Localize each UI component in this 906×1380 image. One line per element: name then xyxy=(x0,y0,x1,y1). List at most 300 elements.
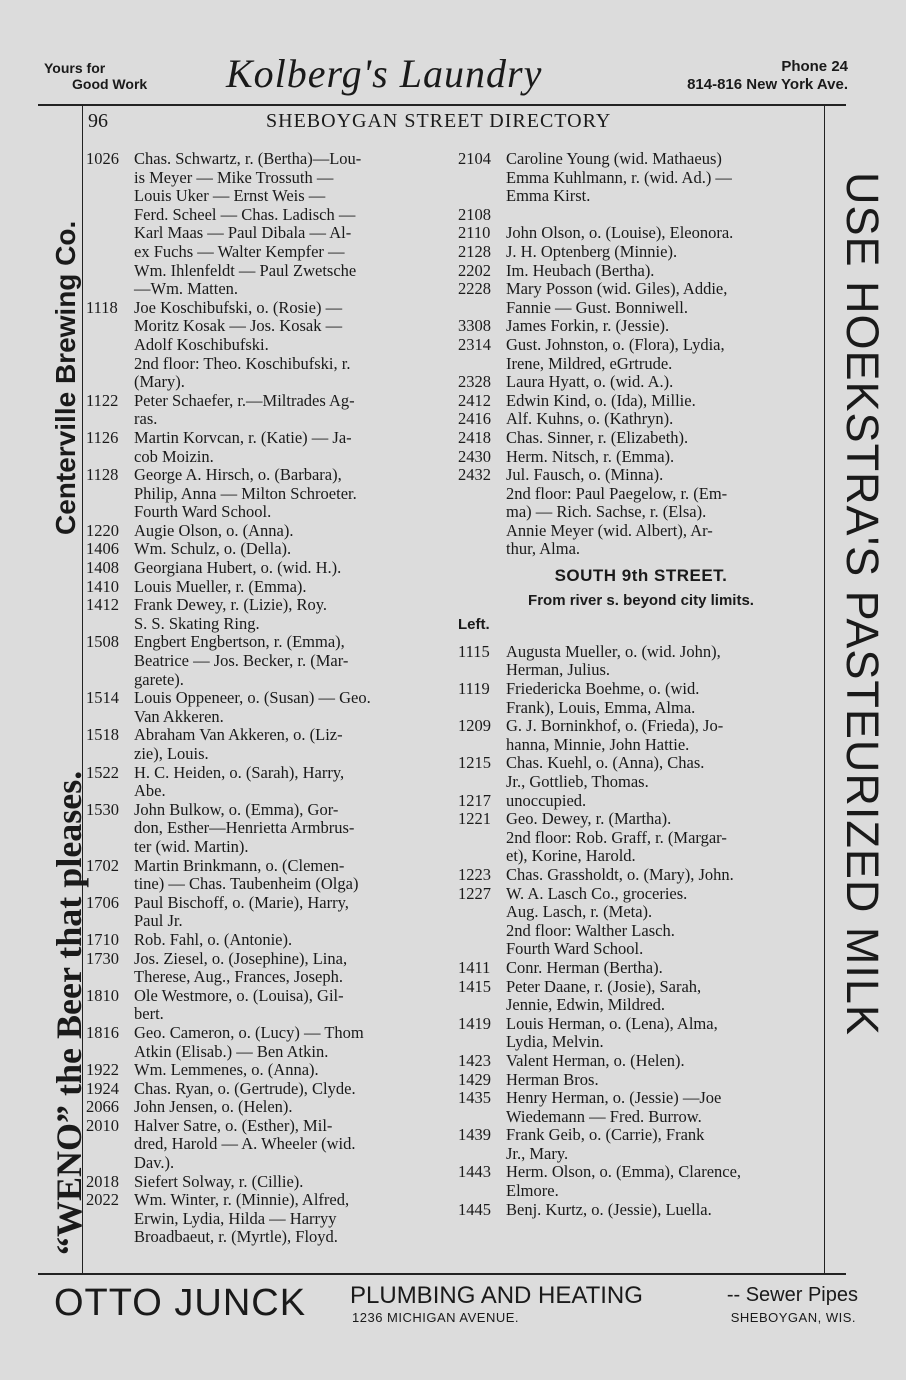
resident-text: Augusta Mueller, o. (wid. John), xyxy=(506,641,721,661)
resident-text: Emma Kirst. xyxy=(506,186,591,206)
directory-entry-line xyxy=(458,810,824,829)
resident-text: zie), Louis. xyxy=(134,744,209,763)
house-number: 1514 xyxy=(86,688,119,708)
directory-entry-line xyxy=(86,652,452,671)
resident-text: ex Fuchs — Walter Kempfer — xyxy=(134,241,345,261)
resident-text: 2nd floor: Theo. Koschibufski, r. xyxy=(134,353,351,373)
directory-entry-line xyxy=(458,262,824,281)
plumber-city: SHEBOYGAN, WIS. xyxy=(730,1310,856,1325)
resident-text: Philip, Anna — Milton Schroeter. xyxy=(134,483,357,503)
directory-entry-line xyxy=(458,699,824,718)
resident-text: dred, Harold — A. Wheeler (wid. xyxy=(134,1134,356,1154)
directory-entry-line xyxy=(458,485,824,504)
plumber-service: PLUMBING AND HEATING xyxy=(350,1282,643,1309)
laundry-slogan xyxy=(44,60,147,92)
house-number: 1924 xyxy=(86,1078,119,1098)
directory-entry-line xyxy=(458,773,824,792)
resident-text: Martin Brinkmann, o. (Clemen- xyxy=(134,855,345,875)
directory-entry-line xyxy=(86,857,452,876)
directory-entry-line xyxy=(86,224,452,243)
directory-entry-line xyxy=(458,754,824,773)
directory-entry-line xyxy=(86,317,452,336)
resident-text: Henry Herman, o. (Jessie) —Joe xyxy=(506,1088,722,1108)
resident-text: James Forkin, r. (Jessie). xyxy=(506,316,670,336)
bottom-advertisement xyxy=(40,1282,860,1326)
directory-entry-line xyxy=(458,1015,824,1034)
house-number: 1227 xyxy=(458,883,491,903)
resident-text xyxy=(506,206,824,225)
directory-entry-line xyxy=(86,726,452,745)
directory-entry-line xyxy=(458,1163,824,1182)
directory-entry-line xyxy=(86,745,452,764)
resident-text: Karl Maas — Paul Dibala — Al- xyxy=(134,223,352,243)
resident-text: Annie Meyer (wid. Albert), Ar- xyxy=(506,520,713,540)
resident-text: John Jensen, o. (Helen). xyxy=(134,1097,293,1117)
directory-entry-line xyxy=(458,1182,824,1201)
directory-entry-line xyxy=(86,838,452,857)
directory-entry-line xyxy=(458,150,824,169)
house-number: 2416 xyxy=(458,409,491,429)
page-title: SHEBOYGAN STREET DIRECTORY xyxy=(266,110,612,132)
directory-entry-line xyxy=(458,503,824,522)
directory-entry-line xyxy=(458,1201,824,1220)
resident-text: W. A. Lasch Co., groceries. xyxy=(506,883,688,903)
directory-entry-line xyxy=(458,680,824,699)
directory-entry-line xyxy=(458,717,824,736)
house-number: 2066 xyxy=(86,1097,119,1117)
slogan-line-1: Yours for xyxy=(44,60,106,76)
directory-entry-line xyxy=(458,829,824,848)
weno-beer-advertisement: “WENO” the Beer that pleases. xyxy=(49,770,89,1255)
laundry-name: Kolberg's Laundry xyxy=(226,51,543,96)
resident-text: Geo. Cameron, o. (Lucy) — Thom xyxy=(134,1022,364,1042)
house-number: 1408 xyxy=(86,558,119,578)
slogan-line-2: Good Work xyxy=(72,76,148,92)
directory-entry-line xyxy=(458,355,824,374)
resident-text: Alf. Kuhns, o. (Kathryn). xyxy=(506,409,674,429)
house-number: 1429 xyxy=(458,1069,491,1089)
directory-entry-line xyxy=(86,708,452,727)
directory-entry-line xyxy=(458,206,824,225)
directory-entry-line xyxy=(86,355,452,374)
directory-entry-line xyxy=(86,968,452,987)
resident-text: Jul. Fausch, o. (Minna). xyxy=(506,465,664,485)
resident-text: Louis Oppeneer, o. (Susan) — Geo. xyxy=(134,688,371,708)
top-advertisement xyxy=(38,51,848,100)
resident-text: Mary Posson (wid. Giles), Addie, xyxy=(506,279,728,299)
directory-entry-line xyxy=(458,373,824,392)
house-number: 1508 xyxy=(86,632,119,652)
resident-text: 2nd floor: Paul Paegelow, r. (Em- xyxy=(506,483,728,503)
house-number: 3308 xyxy=(458,316,491,336)
house-number: 2104 xyxy=(458,149,491,168)
house-number: 2022 xyxy=(86,1190,119,1210)
resident-text: Peter Schaefer, r.—Miltrades Ag- xyxy=(134,390,355,410)
resident-text: Herm. Nitsch, r. (Emma). xyxy=(506,446,675,466)
directory-entry-line xyxy=(86,1024,452,1043)
resident-text: Chas. Sinner, r. (Elizabeth). xyxy=(506,427,689,447)
plumber-address: 1236 MICHIGAN AVENUE. xyxy=(352,1310,520,1325)
resident-text: ter (wid. Martin). xyxy=(134,836,249,856)
house-number: 1119 xyxy=(458,679,490,699)
resident-text: Herm. Olson, o. (Emma), Clarence, xyxy=(506,1162,742,1182)
house-number: 1730 xyxy=(86,948,119,968)
resident-text: Irene, Mildred, eGrtrude. xyxy=(506,353,673,373)
resident-text: Frank Dewey, r. (Lizie), Roy. xyxy=(134,595,328,615)
house-number: 2010 xyxy=(86,1115,119,1135)
resident-text: Geo. Dewey, r. (Martha). xyxy=(506,809,672,829)
resident-text: thur, Alma. xyxy=(506,539,581,559)
directory-entry-line xyxy=(86,1061,452,1080)
directory-entry-line xyxy=(86,280,452,299)
resident-text: John Olson, o. (Louise), Eleonora. xyxy=(506,223,734,243)
directory-entry-line xyxy=(86,448,452,467)
directory-entry-line xyxy=(458,866,824,885)
directory-entry-line xyxy=(458,540,824,559)
house-number: 2328 xyxy=(458,372,491,392)
resident-text: ras. xyxy=(134,409,158,429)
resident-text: Paul Bischoff, o. (Marie), Harry, xyxy=(134,892,349,912)
directory-entry-line xyxy=(86,1117,452,1136)
resident-text: Laura Hyatt, o. (wid. A.). xyxy=(506,372,674,392)
directory-entry-line xyxy=(86,578,452,597)
resident-text: Chas. Ryan, o. (Gertrude), Clyde. xyxy=(134,1078,356,1098)
resident-text: Gust. Johnston, o. (Flora), Lydia, xyxy=(506,334,725,354)
resident-text: Georgiana Hubert, o. (wid. H.). xyxy=(134,558,342,578)
directory-entry-line xyxy=(86,950,452,969)
directory-entry-line xyxy=(86,540,452,559)
directory-entry-line xyxy=(458,1145,824,1164)
house-number: 1706 xyxy=(86,892,119,912)
house-number: 1443 xyxy=(458,1162,491,1182)
directory-entry-line xyxy=(458,1126,824,1145)
directory-entry-line xyxy=(86,819,452,838)
directory-entry-line xyxy=(458,1108,824,1127)
house-number: 1419 xyxy=(458,1013,491,1033)
house-number: 2202 xyxy=(458,260,491,280)
directory-entry-line xyxy=(458,792,824,811)
house-number: 2110 xyxy=(458,223,491,243)
directory-entry-line xyxy=(86,1098,452,1117)
directory-entry-line xyxy=(458,317,824,336)
laundry-phone: Phone 24 xyxy=(781,58,848,75)
right-listing-column xyxy=(458,150,824,1219)
directory-entry-line xyxy=(86,522,452,541)
directory-entry-line xyxy=(458,410,824,429)
directory-entry-line xyxy=(86,206,452,225)
directory-entry-line xyxy=(458,643,824,662)
resident-text: Louis Mueller, r. (Emma). xyxy=(134,576,307,596)
resident-text: H. C. Heiden, o. (Sarah), Harry, xyxy=(134,762,345,782)
resident-text: Valent Herman, o. (Helen). xyxy=(506,1050,685,1070)
directory-entry-line xyxy=(86,1043,452,1062)
resident-text: Caroline Young (wid. Mathaeus) xyxy=(506,149,722,168)
house-number: 1423 xyxy=(458,1050,491,1070)
laundry-address: 814-816 New York Ave. xyxy=(687,76,848,93)
plumber-name: OTTO JUNCK xyxy=(54,1282,307,1324)
directory-entry-line xyxy=(86,169,452,188)
house-number: 1415 xyxy=(458,976,491,996)
directory-entry-line xyxy=(458,903,824,922)
resident-text: Herman Bros. xyxy=(506,1069,599,1089)
directory-entry-line xyxy=(86,1154,452,1173)
directory-entry-line xyxy=(458,885,824,904)
house-number: 1702 xyxy=(86,855,119,875)
hoekstra-milk-advertisement: USE HOEKSTRA'S PASTEURIZED MILK xyxy=(837,172,888,1036)
house-number: 2228 xyxy=(458,279,491,299)
centerville-brewing-advertisement: Centerville Brewing Co. xyxy=(50,220,81,535)
house-number: 1220 xyxy=(86,520,119,540)
resident-text: Dav.). xyxy=(134,1153,175,1173)
resident-text: Elmore. xyxy=(506,1181,559,1201)
directory-entry-line xyxy=(86,466,452,485)
house-number: 1118 xyxy=(86,297,118,317)
directory-entry-line xyxy=(86,559,452,578)
resident-text: Wiedemann — Fred. Burrow. xyxy=(506,1106,702,1126)
directory-entry-line xyxy=(458,336,824,355)
house-number: 1221 xyxy=(458,809,491,829)
resident-text: et), Korine, Harold. xyxy=(506,846,636,866)
directory-entry-line xyxy=(458,959,824,978)
directory-entry-line xyxy=(458,429,824,448)
resident-text: Joe Koschibufski, o. (Rosie) — xyxy=(134,297,343,317)
house-number: 1126 xyxy=(86,427,119,447)
directory-entry-line xyxy=(86,336,452,355)
resident-text: Rob. Fahl, o. (Antonie). xyxy=(134,929,293,949)
resident-text: Fannie — Gust. Bonniwell. xyxy=(506,297,688,317)
directory-entry-line xyxy=(458,280,824,299)
directory-entry-line xyxy=(86,615,452,634)
resident-text: —Wm. Matten. xyxy=(134,279,239,299)
directory-entry-line xyxy=(458,1033,824,1052)
directory-entry-line xyxy=(86,912,452,931)
house-number: 2418 xyxy=(458,427,491,447)
resident-text: Moritz Kosak — Jos. Kosak — xyxy=(134,316,343,336)
resident-text: 2nd floor: Rob. Graff, r. (Margar- xyxy=(506,827,727,847)
house-number: 1518 xyxy=(86,725,119,745)
house-number: 2128 xyxy=(458,241,491,261)
section-side-label: Left. xyxy=(458,616,490,634)
house-number: 1406 xyxy=(86,539,119,559)
resident-text: Benj. Kurtz, o. (Jessie), Luella. xyxy=(506,1199,712,1219)
resident-text: Wm. Lemmenes, o. (Anna). xyxy=(134,1060,319,1080)
resident-text: Louis Herman, o. (Lena), Alma, xyxy=(506,1013,718,1033)
resident-text: Im. Heubach (Bertha). xyxy=(506,260,655,280)
resident-text: Louis Uker — Ernst Weis — xyxy=(134,186,326,206)
resident-text: Martin Korvcan, r. (Katie) — Ja- xyxy=(134,427,352,447)
directory-entry-line xyxy=(86,299,452,318)
directory-entry-line xyxy=(458,1089,824,1108)
directory-entry-line xyxy=(458,847,824,866)
resident-text: Broadbaeut, r. (Myrtle), Floyd. xyxy=(134,1227,338,1247)
resident-text: George A. Hirsch, o. (Barbara), xyxy=(134,465,342,485)
resident-text: Siefert Solway, r. (Cillie). xyxy=(134,1171,304,1191)
directory-entry-line xyxy=(458,466,824,485)
house-number: 1816 xyxy=(86,1022,119,1042)
house-number: 1530 xyxy=(86,799,119,819)
house-number: 1215 xyxy=(458,753,491,773)
resident-text: tine) — Chas. Taubenheim (Olga) xyxy=(134,874,359,894)
directory-entry-line xyxy=(458,978,824,997)
resident-text: Ferd. Scheel — Chas. Ladisch — xyxy=(134,204,356,224)
resident-text: Fourth Ward School. xyxy=(134,502,272,522)
house-number: 1223 xyxy=(458,864,491,884)
directory-entry-line xyxy=(86,782,452,801)
directory-entry-line xyxy=(86,1135,452,1154)
resident-text: Augie Olson, o. (Anna). xyxy=(134,520,294,540)
resident-text: Wm. Ihlenfeldt — Paul Zwetsche xyxy=(134,260,357,280)
directory-entry-line xyxy=(86,764,452,783)
directory-entry-line xyxy=(86,243,452,262)
resident-text: 2nd floor: Walther Lasch. xyxy=(506,920,675,940)
resident-text: Frank), Louis, Emma, Alma. xyxy=(506,697,696,717)
resident-text: Engbert Engbertson, r. (Emma), xyxy=(134,632,345,652)
house-number: 2430 xyxy=(458,446,491,466)
plumber-extra: -- Sewer Pipes xyxy=(726,1284,858,1306)
house-number: 1217 xyxy=(458,790,491,810)
resident-text: Jennie, Edwin, Mildred. xyxy=(506,995,666,1015)
directory-entry-line xyxy=(86,503,452,522)
directory-entry-line xyxy=(458,169,824,188)
directory-entry-line xyxy=(86,1210,452,1229)
page-header xyxy=(86,110,822,138)
house-number: 1128 xyxy=(86,465,119,485)
directory-entry-line xyxy=(86,875,452,894)
resident-text: Abraham Van Akkeren, o. (Liz- xyxy=(134,725,343,745)
resident-text: Friedericka Boehme, o. (wid. xyxy=(506,679,700,699)
house-number: 2412 xyxy=(458,390,491,410)
resident-text: Wm. Winter, r. (Minnie), Alfred, xyxy=(134,1190,350,1210)
directory-entry-line xyxy=(458,392,824,411)
house-number: 1410 xyxy=(86,576,119,596)
bottom-rule xyxy=(38,1273,846,1275)
directory-entry-line xyxy=(86,410,452,429)
resident-text: Chas. Kuehl, o. (Anna), Chas. xyxy=(506,753,705,773)
house-number: 2314 xyxy=(458,334,491,354)
right-rule xyxy=(824,106,825,1274)
resident-text: Jr., Mary. xyxy=(506,1143,569,1163)
resident-text: Adolf Koschibufski. xyxy=(134,334,269,354)
directory-entry-line xyxy=(86,894,452,913)
directory-entry-line xyxy=(458,922,824,941)
resident-text: S. S. Skating Ring. xyxy=(134,613,260,633)
resident-text: G. J. Borninkhof, o. (Frieda), Jo- xyxy=(506,716,724,736)
directory-entry-line xyxy=(458,448,824,467)
directory-entry-line xyxy=(86,485,452,504)
house-number: 1122 xyxy=(86,390,119,410)
resident-text: (Mary). xyxy=(134,372,185,392)
directory-entry-line xyxy=(86,671,452,690)
top-rule xyxy=(38,104,846,106)
house-number: 1710 xyxy=(86,929,119,949)
resident-text: Jr., Gottlieb, Thomas. xyxy=(506,772,649,791)
directory-entry-line xyxy=(458,243,824,262)
directory-entry-line xyxy=(458,940,824,959)
section-heading: SOUTH 9th STREET. xyxy=(554,566,728,586)
directory-entry-line xyxy=(458,224,824,243)
directory-entry-line xyxy=(458,1071,824,1090)
house-number: 1922 xyxy=(86,1060,119,1080)
directory-entry-line xyxy=(86,596,452,615)
resident-text: Erwin, Lydia, Hilda — Harryy xyxy=(134,1208,337,1228)
house-number: 1412 xyxy=(86,595,119,615)
resident-text: Frank Geib, o. (Carrie), Frank xyxy=(506,1125,705,1145)
resident-text: ma) — Rich. Sachse, r. (Elsa). xyxy=(506,502,707,522)
resident-text: Fourth Ward School. xyxy=(506,939,644,959)
resident-text: Paul Jr. xyxy=(134,911,183,931)
resident-text: Jos. Ziesel, o. (Josephine), Lina, xyxy=(134,948,348,968)
resident-text: Therese, Aug., Frances, Joseph. xyxy=(134,967,343,987)
house-number: 2432 xyxy=(458,465,491,485)
directory-entry-line xyxy=(458,522,824,541)
resident-text: Wm. Schulz, o. (Della). xyxy=(134,539,292,559)
resident-text: unoccupied. xyxy=(506,790,587,810)
resident-text: Conr. Herman (Bertha). xyxy=(506,957,663,977)
house-number: 1439 xyxy=(458,1125,491,1145)
resident-text: Halver Satre, o. (Esther), Mil- xyxy=(134,1115,333,1135)
house-number: 1810 xyxy=(86,985,119,1005)
resident-text: is Meyer — Mike Trossuth — xyxy=(134,167,334,187)
directory-entry-line xyxy=(86,931,452,950)
page-number: 96 xyxy=(88,110,108,132)
directory-entry-line xyxy=(86,429,452,448)
house-number: 1115 xyxy=(458,641,490,661)
resident-text: Abe. xyxy=(134,781,166,801)
resident-text: Chas. Schwartz, r. (Bertha)—Lou- xyxy=(134,149,362,168)
house-number: 2108 xyxy=(458,204,491,224)
resident-text: bert. xyxy=(134,1004,164,1024)
section-subheading: From river s. beyond city limits. xyxy=(528,591,754,609)
resident-text: Chas. Grassholdt, o. (Mary), John. xyxy=(506,864,734,884)
directory-entry-line xyxy=(86,187,452,206)
directory-entry-line xyxy=(458,299,824,318)
resident-text: John Bulkow, o. (Emma), Gor- xyxy=(134,799,339,819)
resident-text: don, Esther—Henrietta Armbrus- xyxy=(134,818,355,838)
directory-entry-line xyxy=(458,736,824,755)
directory-entry-line xyxy=(86,1005,452,1024)
house-number: 1026 xyxy=(86,149,119,168)
resident-text: Van Akkeren. xyxy=(134,706,224,726)
house-number: 1209 xyxy=(458,716,491,736)
directory-entry-line xyxy=(86,633,452,652)
directory-entry-line xyxy=(458,661,824,680)
resident-text: Edwin Kind, o. (Ida), Millie. xyxy=(506,390,696,410)
house-number: 1445 xyxy=(458,1199,491,1219)
directory-entry-line xyxy=(86,801,452,820)
directory-entry-line xyxy=(458,1052,824,1071)
resident-text: hanna, Minnie, John Hattie. xyxy=(506,734,690,754)
resident-text: Beatrice — Jos. Becker, r. (Mar- xyxy=(134,651,349,671)
resident-text: Emma Kuhlmann, r. (wid. Ad.) — xyxy=(506,167,732,187)
directory-entry-line xyxy=(86,987,452,1006)
resident-text: Ole Westmore, o. (Louisa), Gil- xyxy=(134,985,344,1005)
resident-text: J. H. Optenberg (Minnie). xyxy=(506,241,678,261)
resident-text: Atkin (Elisab.) — Ben Atkin. xyxy=(134,1041,329,1061)
resident-text: Herman, Julius. xyxy=(506,660,611,680)
right-listing-top xyxy=(458,150,824,559)
house-number: 1435 xyxy=(458,1088,491,1108)
resident-text: Aug. Lasch, r. (Meta). xyxy=(506,902,653,922)
house-number: 1522 xyxy=(86,762,119,782)
resident-text: cob Moizin. xyxy=(134,446,214,466)
directory-entry-line xyxy=(86,262,452,281)
resident-text: Lydia, Melvin. xyxy=(506,1032,604,1052)
house-number: 1411 xyxy=(458,957,491,977)
directory-entry-line xyxy=(458,187,824,206)
directory-entry-line xyxy=(86,1191,452,1210)
resident-text: Peter Daane, r. (Josie), Sarah, xyxy=(506,976,702,996)
left-listing-column xyxy=(86,150,452,1247)
